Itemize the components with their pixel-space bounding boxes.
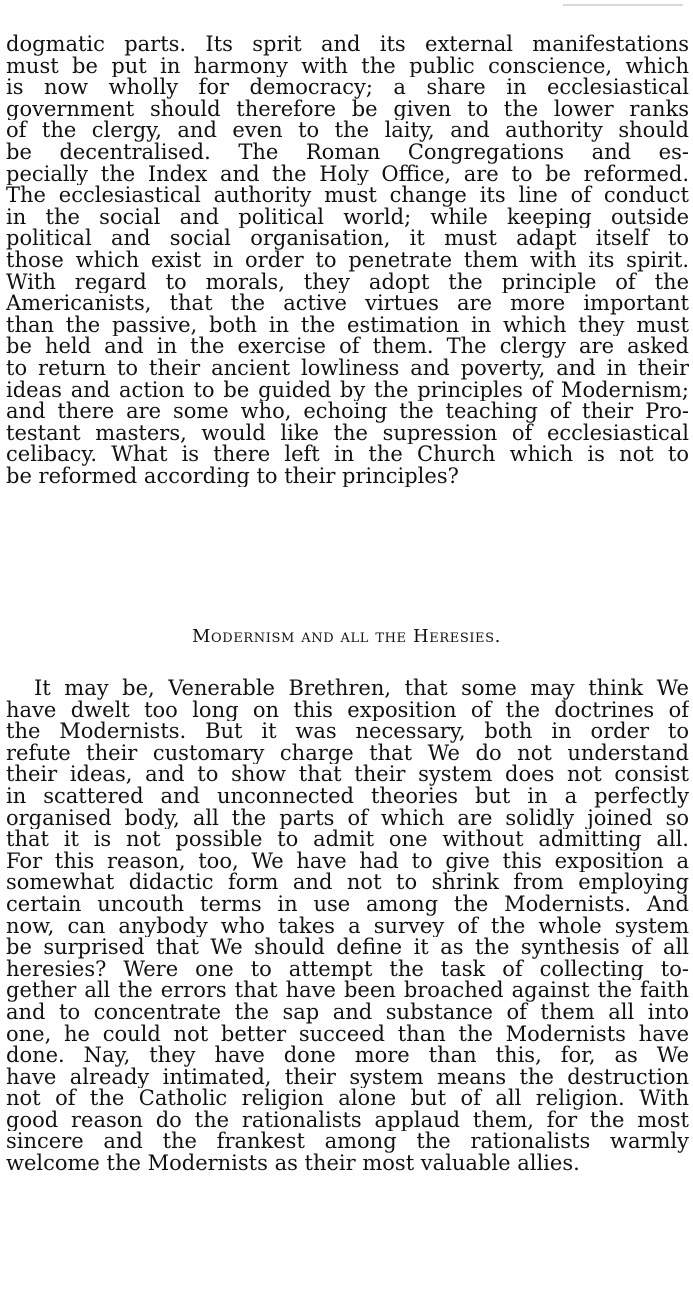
text-line: gether all the errors that have been broached against the faith: [6, 980, 689, 1002]
section-heading: Modernism and all the Heresies.: [192, 626, 501, 647]
text-line: not of the Catholic religion alone but of all religion. With: [6, 1088, 689, 1110]
text-line: have dwelt too long on this exposition of the doctrines of: [6, 699, 689, 722]
text-line: certain uncouth terms in use among the Modernists. And: [6, 893, 689, 916]
text-line: must be put in harmony with the public conscience, which: [6, 55, 689, 78]
text-line: be held and in the exercise of them. The clergy are asked: [6, 336, 689, 358]
text-line: heresies? Were one to attempt the task of collecting to-: [6, 958, 689, 981]
text-line: in scattered and unconnected theories but in a perfectly: [6, 785, 689, 808]
text-line: dogmatic parts. Its sprit and its external manifestations: [6, 34, 689, 56]
text-line: ideas and action to be guided by the principles of Modernism;: [6, 379, 689, 402]
text-line: one, he could not better succeed than the Modernists have: [6, 1023, 689, 1046]
text-line: be reformed according to their principles?: [6, 465, 459, 488]
text-line: those which exist in order to penetrate them with its spirit.: [6, 249, 689, 272]
text-line: to return to their ancient lowliness and poverty, and in their: [6, 357, 689, 380]
text-line: sincere and the frankest among the rationalists warmly: [6, 1131, 689, 1154]
text-line: be surprised that We should define it as the synthesis of all: [6, 937, 689, 959]
text-line: done. Nay, they have done more than this, for, as We: [6, 1045, 689, 1067]
text-line: organised body, all the parts of which are solidly joined so: [6, 807, 689, 830]
text-line: welcome the Modernists as their most valuable allies.: [6, 1153, 580, 1175]
text-line: It may be, Venerable Brethren, that some may think We: [34, 678, 689, 700]
text-line: testant masters, would like the supression of ecclesiastical: [6, 422, 689, 445]
header-rule: [563, 4, 683, 6]
text-line: and there are some who, echoing the teaching of their Pro-: [6, 401, 689, 423]
text-line: government should therefore be given to the lower ranks: [6, 98, 689, 121]
text-line: of the clergy, and even to the laity, and authority should: [6, 120, 689, 142]
text-line: that it is not possible to admit one without admitting all.: [6, 829, 689, 851]
text-line: pecially the Index and the Holy Office, are to be reformed.: [6, 163, 689, 186]
text-line: now, can anybody who takes a survey of the whole system: [6, 915, 689, 938]
text-line: somewhat didactic form and not to shrink from employing: [6, 872, 689, 894]
text-line: The ecclesiastical authority must change its line of conduct: [6, 185, 689, 207]
paragraph-continuation: [6, 34, 689, 487]
text-line: For this reason, too, We have had to give this exposition a: [6, 850, 689, 873]
text-line: celibacy. What is there left in the Church which is not to: [6, 444, 689, 466]
text-line: than the passive, both in the estimation in which they must: [6, 314, 689, 337]
paragraph-body: [6, 678, 689, 1175]
text-line: is now wholly for democracy; a share in ecclesiastical: [6, 77, 689, 99]
text-line: good reason do the rationalists applaud them, for the most: [6, 1109, 689, 1132]
text-line: have already intimated, their system means the destruction: [6, 1066, 689, 1089]
text-line: in the social and political world; while keeping outside: [6, 206, 689, 229]
text-line: be decentralised. The Roman Congregations and es-: [6, 141, 689, 164]
text-line: their ideas, and to show that their system does not consist: [6, 764, 689, 786]
text-line: the Modernists. But it was necessary, both in order to: [6, 721, 689, 743]
text-line: and to concentrate the sap and substance of them all into: [6, 1001, 689, 1024]
text-line: Americanists, that the active virtues are more important: [6, 293, 689, 315]
text-line: refute their customary charge that We do not understand: [6, 742, 689, 765]
text-line: political and social organisation, it must adapt itself to: [6, 228, 689, 250]
text-line: With regard to morals, they adopt the principle of the: [6, 271, 689, 294]
